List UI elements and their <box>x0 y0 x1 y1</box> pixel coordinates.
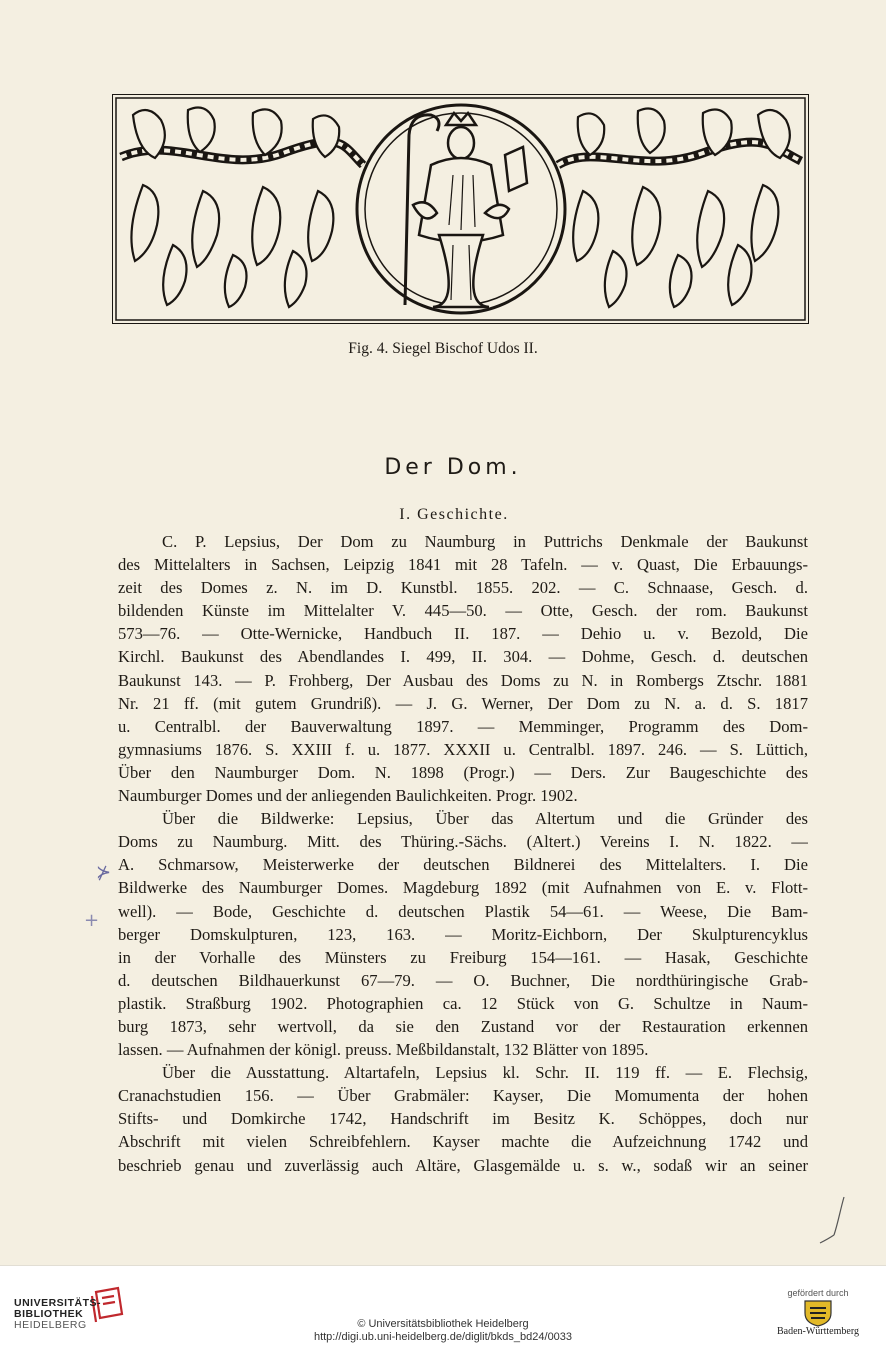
seal-illustration <box>112 94 809 324</box>
text-line: Bildwerke des Naumburger Domes. Magdeburg 1892 (mit Aufnahmen von E. v. Flott- <box>118 878 808 898</box>
copyright-text: © Universitätsbibliothek Heidelberg <box>357 1318 529 1330</box>
text-line: Über den Naumburger Dom. N. 1898 (Progr.) — Ders. Zur Baugeschichte des <box>118 762 808 782</box>
bibliography-text <box>118 530 808 1177</box>
margin-cross-icon: + <box>84 910 100 931</box>
text-line: Cranachstudien 156. — Über Grabmäler: Kayser, Die Momumenta der hohen <box>118 1086 808 1106</box>
library-name-line: HEIDELBERG <box>14 1319 87 1331</box>
text-line: Doms zu Naumburg. Mitt. des Thüring.-Sächs. (Altert.) Vereins I. N. 1822. — <box>118 832 808 852</box>
text-line: Baukunst 143. — P. Frohberg, Der Ausbau des Doms zu N. in Rombergs Ztschr. 1881 <box>118 670 808 690</box>
text-line: bildenden Künste im Mittelalter V. 445—50. — Otte, Gesch. der rom. Baukunst <box>118 601 808 621</box>
text-line: d. deutschen Bildhauerkunst 67—79. — O. Buchner, Die nordthüringische Grab- <box>118 970 808 990</box>
text-line: plastik. Straßburg 1902. Photographien ca. 12 Stück von G. Schultze in Naum- <box>118 993 808 1013</box>
footer-bar <box>0 1265 886 1348</box>
text-line: des Mittelalters in Sachsen, Leipzig 1841 mit 28 Tafeln. — v. Quast, Die Erbauungs- <box>118 555 808 575</box>
figure-caption: Fig. 4. Siegel Bischof Udos II. <box>348 340 538 357</box>
text-line: lassen. — Aufnahmen der königl. preuss. Meßbildanstalt, 132 Blätter von 1895. <box>118 1040 649 1060</box>
page-title: Der Dom. <box>384 455 522 480</box>
text-line: Stifts- und Domkirche 1742, Handschrift im Besitz K. Schöppes, doch nur <box>118 1109 808 1129</box>
state-crest-icon <box>801 1299 835 1327</box>
margin-mark-icon: ⊁ <box>96 862 112 883</box>
text-line: berger Domskulpturen, 123, 163. — Moritz-Eichborn, Der Skulpturencyklus <box>118 924 808 944</box>
text-line: Über die Bildwerke: Lepsius, Über das Altertum und die Gründer des <box>162 809 808 829</box>
text-line: C. P. Lepsius, Der Dom zu Naumburg in Puttrichs Denkmale der Baukunst <box>162 532 808 551</box>
text-line: Nr. 21 ff. (mit gutem Grundriß). — J. G. Werner, Der Dom zu N. a. d. S. 1817 <box>118 693 808 713</box>
seal-drawing <box>113 95 808 323</box>
section-heading: I. Geschichte. <box>399 506 509 523</box>
text-line: burg 1873, sehr wertvoll, da sie den Zustand vor der Restauration erkennen <box>118 1016 808 1036</box>
text-line: beschrieb genau und zuverlässig auch Altäre, Glasgemälde u. s. w., sodaß wir an seiner <box>118 1155 808 1175</box>
text-line: 573—76. — Otte-Wernicke, Handbuch II. 187. — Dehio u. v. Bezold, Die <box>118 624 808 644</box>
permalink-url[interactable]: http://digi.ub.uni-heidelberg.de/diglit/bkds_bd24/0033 <box>313 1331 573 1343</box>
text-line: gymnasiums 1876. S. XXIII f. u. 1877. XXXII u. Centralbl. 1897. 246. — S. Lüttich, <box>118 739 808 759</box>
text-line: Kirchl. Baukunst des Abendlandes I. 499, II. 304. — Dohme, Gesch. d. deutschen <box>118 647 808 667</box>
pencil-stroke-icon <box>818 1195 854 1245</box>
text-line: Über die Ausstattung. Altartafeln, Lepsius kl. Schr. II. 119 ff. — E. Flechsig, <box>162 1063 808 1083</box>
text-line: well). — Bode, Geschichte d. deutschen Plastik 54—61. — Weese, Die Bam- <box>118 901 808 921</box>
text-line: Naumburger Domes und der anliegenden Baulichkeiten. Progr. 1902. <box>118 786 578 806</box>
text-line: zeit des Domes z. N. im D. Kunstbl. 1855. 202. — C. Schnaase, Gesch. d. <box>118 578 808 598</box>
sponsor-name: Baden-Württemberg <box>776 1326 859 1337</box>
text-line: in der Vorhalle des Münsters zu Freiburg 154—161. — Hasak, Geschichte <box>118 947 808 967</box>
sponsor-block <box>768 1288 868 1337</box>
copyright-notice <box>0 1318 886 1344</box>
sponsor-label: gefördert durch <box>787 1288 849 1298</box>
library-name-line: BIBLIOTHEK <box>14 1308 84 1320</box>
text-line: A. Schmarsow, Meisterwerke der deutschen Bildnerei des Mittelalters. I. Die <box>118 855 808 875</box>
text-line: u. Centralbl. der Bauverwaltung 1897. — Memminger, Programm des Dom- <box>118 716 808 736</box>
text-line: Abschrift mit vielen Schreibfehlern. Kayser machte die Aufzeichnung 1742 und <box>118 1132 808 1152</box>
library-name-line: UNIVERSITÄTS- <box>14 1297 102 1309</box>
